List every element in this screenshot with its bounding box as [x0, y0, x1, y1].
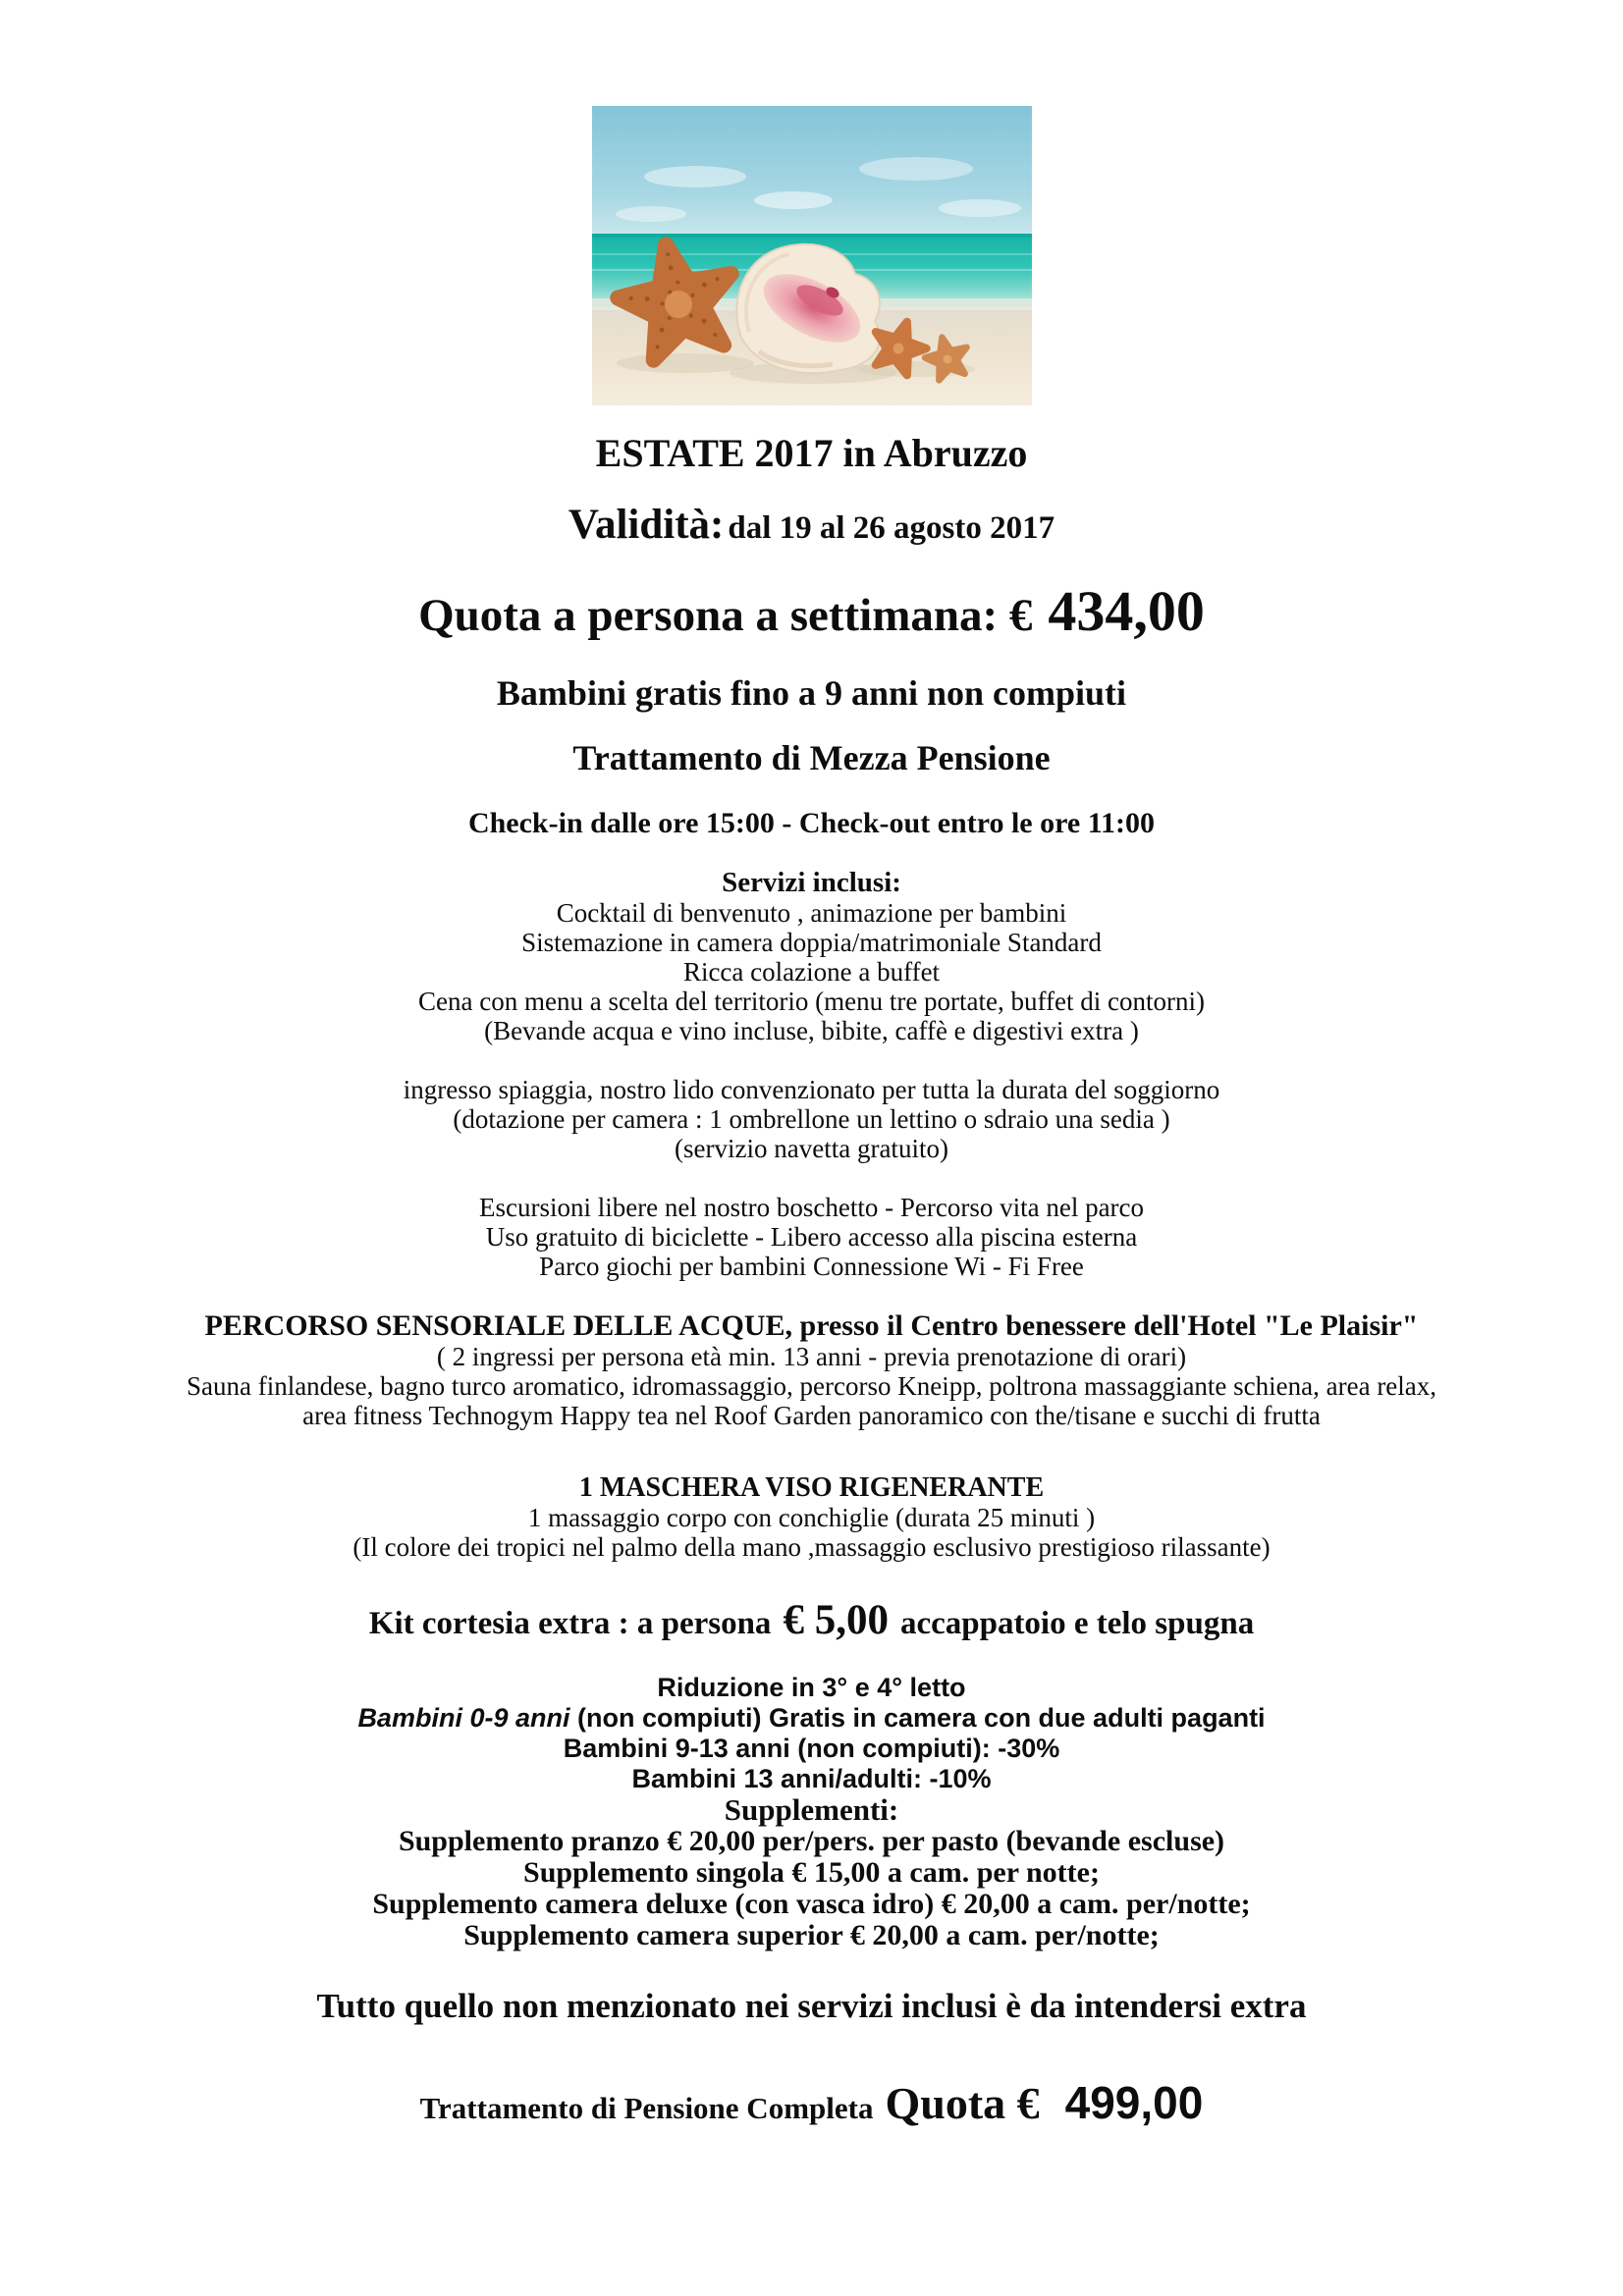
beach-line: (servizio navetta gratuito): [675, 1134, 948, 1163]
weekly-price-amount: 434,00: [1048, 579, 1205, 643]
reduction-child-0-9-range: Bambini 0-9 anni: [357, 1703, 570, 1733]
spa-line: ( 2 ingressi per persona età min. 13 anni - previa prenotazione di orari): [436, 1342, 1187, 1371]
full-board-label: Trattamento di Pensione Completa: [419, 2091, 874, 2125]
page-title: ESTATE 2017 in Abruzzo: [595, 431, 1028, 475]
included-services-heading: Servizi inclusi:: [722, 867, 901, 898]
reduction-child-0-9-rest: (non compiuti) Gratis in camera con due adulti paganti: [569, 1703, 1266, 1733]
mask-line: 1 massaggio corpo con conchiglie (durata 25 minuti ): [527, 1503, 1096, 1532]
kit-prefix: Kit cortesia extra : a persona: [368, 1606, 772, 1641]
spa-line: Sauna finlandese, bagno turco aromatico, idromassaggio, percorso Kneipp, poltrona massaggiante schiena, area relax,: [186, 1371, 1437, 1401]
leisure-line: Parco giochi per bambini Connessione Wi - Fi Free: [539, 1252, 1084, 1281]
spa-line: area fitness Technogym Happy tea nel Roof Garden panoramico con the/tisane e succhi di frutta: [302, 1401, 1321, 1430]
full-board-price-line: [0, 2077, 1623, 2128]
supplement-line: Supplemento camera deluxe (con vasca idro) € 20,00 a cam. per/notte;: [372, 1888, 1251, 1920]
reductions-heading: Riduzione in 3° e 4° letto: [657, 1673, 966, 1702]
beach-photo: [592, 106, 1032, 405]
checkin-checkout-line: Check-in dalle ore 15:00 - Check-out entro le ore 11:00: [467, 807, 1156, 839]
weekly-price-line: [0, 579, 1623, 643]
beach-line: (dotazione per camera : 1 ombrellone un lettino o sdraio una sedia ): [453, 1104, 1170, 1134]
children-free-line: Bambini gratis fino a 9 anni non compiuti: [496, 673, 1127, 713]
reductions-section: [0, 1673, 1623, 1951]
reduction-child-13-adult: Bambini 13 anni/adulti: -10%: [631, 1764, 992, 1793]
included-services-section: [0, 868, 1623, 1045]
leisure-line: Uso gratuito di biciclette - Libero accesso alla piscina esterna: [485, 1222, 1138, 1252]
service-line: Cena con menu a scelta del territorio (menu tre portate, buffet di contorni): [418, 987, 1205, 1016]
validity-label: Validità:: [568, 502, 725, 548]
supplement-line: Supplemento pranzo € 20,00 per/pers. per pasto (bevande escluse): [398, 1825, 1225, 1857]
full-board-quota-label: Quota €: [885, 2078, 1040, 2128]
supplements-heading: Supplementi:: [724, 1792, 899, 1827]
kit-price: € 5,00: [783, 1597, 889, 1643]
validity-dates: dal 19 al 26 agosto 2017: [728, 510, 1055, 546]
board-type-line: Trattamento di Mezza Pensione: [572, 738, 1051, 777]
beach-access-section: [0, 1075, 1623, 1163]
kit-suffix: accappatoio e telo spugna: [899, 1606, 1255, 1641]
supplement-line: Supplemento camera superior € 20,00 a cam. per/notte;: [463, 1919, 1160, 1951]
beach-line: ingresso spiaggia, nostro lido convenzionato per tutta la durata del soggiorno: [403, 1075, 1220, 1104]
reduction-child-0-9: [0, 1703, 1623, 1734]
spa-heading: PERCORSO SENSORIALE DELLE ACQUE, presso il Centro benessere dell'Hotel "Le Plaisir": [204, 1309, 1419, 1342]
validity-line: [0, 504, 1623, 546]
mask-line: (Il colore dei tropici nel palmo della mano ,massaggio esclusivo prestigioso rilassante): [352, 1532, 1271, 1562]
weekly-price-label: Quota a persona a settimana: €: [418, 590, 1033, 641]
extra-disclaimer-line: Tutto quello non menzionato nei servizi inclusi è da intendersi extra: [316, 1987, 1307, 2025]
reduction-child-9-13: Bambini 9-13 anni (non compiuti): -30%: [563, 1734, 1060, 1763]
face-mask-section: [0, 1473, 1623, 1562]
supplement-line: Supplemento singola € 15,00 a cam. per notte;: [523, 1856, 1100, 1889]
face-mask-heading: 1 MASCHERA VISO RIGENERANTE: [578, 1472, 1045, 1503]
full-board-amount: 499,00: [1064, 2077, 1204, 2128]
leisure-section: [0, 1193, 1623, 1281]
spa-section: [0, 1310, 1623, 1430]
leisure-line: Escursioni libere nel nostro boschetto - Percorso vita nel parco: [478, 1193, 1145, 1222]
service-line: Sistemazione in camera doppia/matrimoniale Standard: [521, 928, 1102, 957]
service-line: (Bevande acqua e vino incluse, bibite, caffè e digestivi extra ): [484, 1016, 1139, 1045]
service-line: Ricca colazione a buffet: [682, 957, 941, 987]
courtesy-kit-line: [0, 1599, 1623, 1641]
service-line: Cocktail di benvenuto , animazione per bambini: [556, 898, 1067, 928]
